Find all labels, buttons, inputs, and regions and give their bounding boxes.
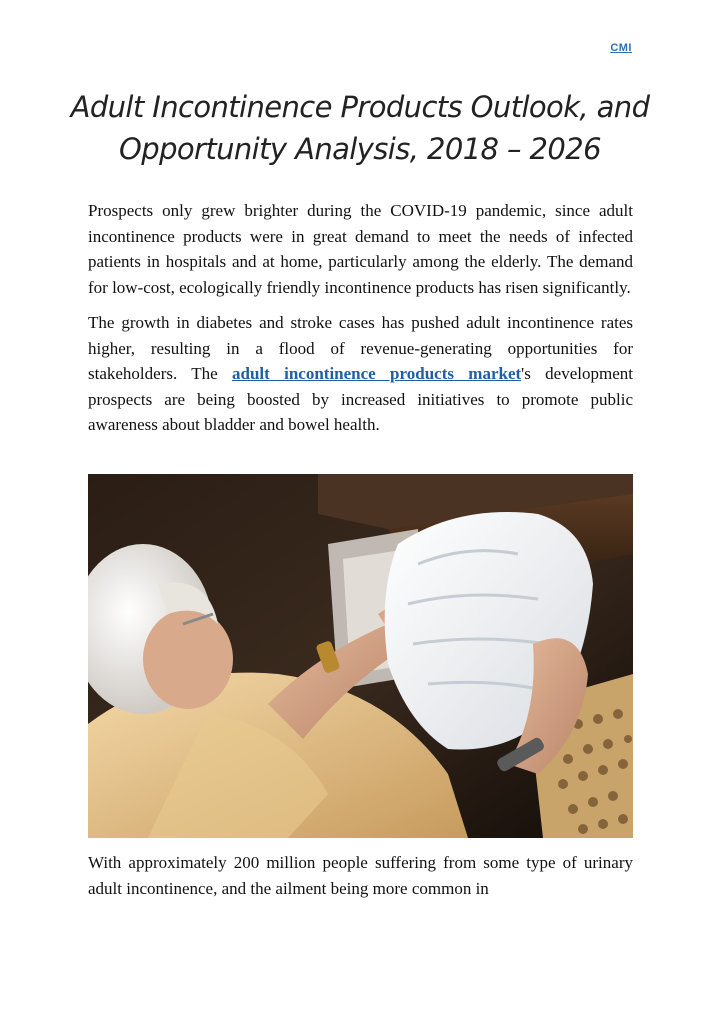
- article-photo: [88, 474, 633, 838]
- market-link[interactable]: adult incontinence products market: [232, 364, 522, 383]
- header-tag-cmi[interactable]: CMI: [610, 42, 632, 54]
- page-title: [60, 86, 660, 170]
- elderly-woman-holding-diaper-image: [88, 474, 633, 838]
- paragraph-1: Prospects only grew brighter during the COVID-19 pandemic, since adult incontinence products were in great demand to meet the needs of infected patients in hospitals and at home, particularly among the elderly. The demand for low-cost, ecologically friendly incontinence products has risen significantly.: [88, 201, 633, 297]
- article-body: [88, 198, 633, 448]
- title-line-1: Adult Incontinence Products Outlook, and: [70, 90, 650, 124]
- paragraph-3: With approximately 200 million people suffering from some type of urinary adult incontinence, and the ailment being more common in: [88, 853, 633, 898]
- paragraph-2: [88, 310, 633, 438]
- paragraph-2-text-after: 's development prospects are being boosted by increased initiatives to promote public awareness about bladder and bowel health.: [88, 364, 633, 434]
- paragraph-2-text-before: The growth in diabetes and stroke cases has pushed adult incontinence rates higher, resulting in a flood of revenue-generating opportunities for stakeholders. The: [88, 313, 633, 383]
- paragraph-3-container: [88, 850, 633, 911]
- title-line-2: Opportunity Analysis, 2018 – 2026: [119, 132, 601, 166]
